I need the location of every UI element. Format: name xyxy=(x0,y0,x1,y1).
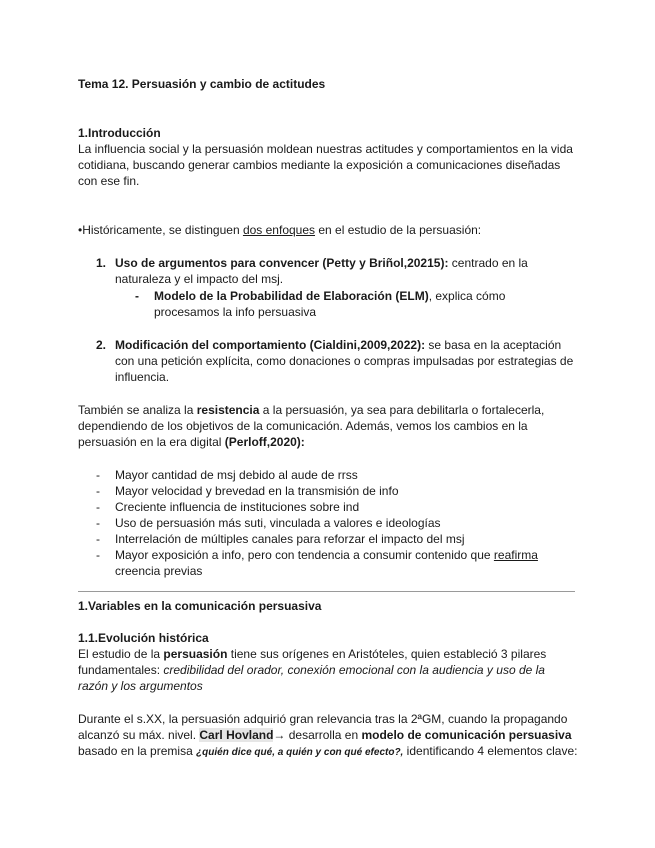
document-page: Tema 12. Persuasión y cambio de actitudes 1.Introducción La influencia social y la persuasión moldean nuestras actitudes y comportamientos en la vida cotidiana, buscando generar cambios mediante la exposición a comunicaciones diseñadas con ese fin. •Históricamente, se distinguen dos enfoques en el estudio de la persuasión: 1. Uso de argumentos para convencer (Petty y Briñol,20215): centrado en la naturaleza y el impacto del msj. - Modelo de la Probabilidad de Elaboración (ELM), explica cómo procesamos la info persuasiva 2. Modificación del comportamiento (Cialdini,2009,2022): se basa en la aceptación con una petición explícita, como donaciones o compras impulsadas por estrategias de influencia. También se analiza la resistencia a la persuasión, ya sea para debilitarla o fortalecerla, dependiendo de los objetivos de la comunicación. Además, vemos los cambios en la persuasión en la era digital (Perloff,2020): - Mayor cantidad de msj debido al aude de rrss - Mayor velocidad y brevedad en la transmisión de info - Creciente influencia de instituciones sobre ind - Uso de persuasión más suti, vinculada a valores e ideologías - Interrelación de múltiples canales para reforzar el impacto del msj - Mayor exposición a info, pero con tendencia a consumir contenido que reafirma creencia previas 1.Variables en la comunicación persuasiva 1.1.Evolución histórica El estudio de la persuasión tiene sus orígenes en Aristóteles, quien estableció 3 pilares fundamentales: credibilidad del orador, conexión emocional con la audiencia y uso de la razón y los argumentos Durante el s.XX, la persuasión adquirió gran relevancia tras la 2ªGM, cuando la propagando alcanzó su máx. nivel. Carl Hovland→ desarrolla en modelo de comunicación persuasiva basado en la premisa ¿quién dice qué, a quién y con qué efecto?, identificando 4 elementos clave: xyxy=(0,0,655,848)
list-number-2: 2. xyxy=(96,338,107,352)
sub-item-elm: Modelo de la Probabilidad de Elaboración (ELM), explica cómo procesamos la info persuasiva xyxy=(154,289,506,319)
variables-heading: 1.Variables en la comunicación persuasiva xyxy=(78,599,322,613)
aristoteles-paragraph: El estudio de la persuasión tiene sus orígenes en Aristóteles, quien estableció 3 pilares fundamentales: credibilidad del orador, conexión emocional con la audiencia y uso de la razón y los argumentos xyxy=(78,647,547,693)
list-item-argumentos: Uso de argumentos para convencer (Petty y Briñol,20215): centrado en la naturaleza y el impacto del msj. xyxy=(115,256,528,286)
historical-subheading: 1.1.Evolución histórica xyxy=(78,631,209,645)
sub-bullet-dash: - xyxy=(135,289,139,303)
list-item-comportamiento: Modificación del comportamiento (Cialdini,2009,2022): se basa en la aceptación con una petición explícita, como donaciones o compras impulsadas por estrategias de influencia. xyxy=(115,338,574,384)
dos-enfoques-link: dos enfoques xyxy=(242,223,316,237)
highlighted-name: Carl Hovland xyxy=(199,728,274,742)
resistance-paragraph: También se analiza la resistencia a la persuasión, ya sea para debilitarla o fortalecerla, dependiendo de los objetivos de la comunicación. Además, vemos los cambios en la persuasión en la era digital (Perloff,2020): xyxy=(78,403,545,449)
reafirma-link: reafirma xyxy=(493,548,538,562)
approaches-lead: •Históricamente, se distinguen dos enfoques en el estudio de la persuasión: xyxy=(78,223,482,237)
hovland-paragraph: Durante el s.XX, la persuasión adquirió gran relevancia tras la 2ªGM, cuando la propagando alcanzó su máx. nivel. Carl Hovland→ desarrolla en modelo de comunicación persuasiva basado en la premisa ¿quién dice qué, a quién y con qué efecto?, identificando 4 elementos clave: xyxy=(78,712,578,758)
intro-paragraph: La influencia social y la persuasión moldean nuestras actitudes y comportamientos en la vida cotidiana, buscando generar cambios mediante la exposición a comunicaciones diseñadas con ese fin. xyxy=(78,142,573,188)
intro-heading: 1.Introducción xyxy=(78,126,161,140)
page-title: Tema 12. Persuasión y cambio de actitudes xyxy=(78,77,326,91)
list-number-1: 1. xyxy=(96,256,107,270)
horizontal-divider xyxy=(78,591,575,592)
